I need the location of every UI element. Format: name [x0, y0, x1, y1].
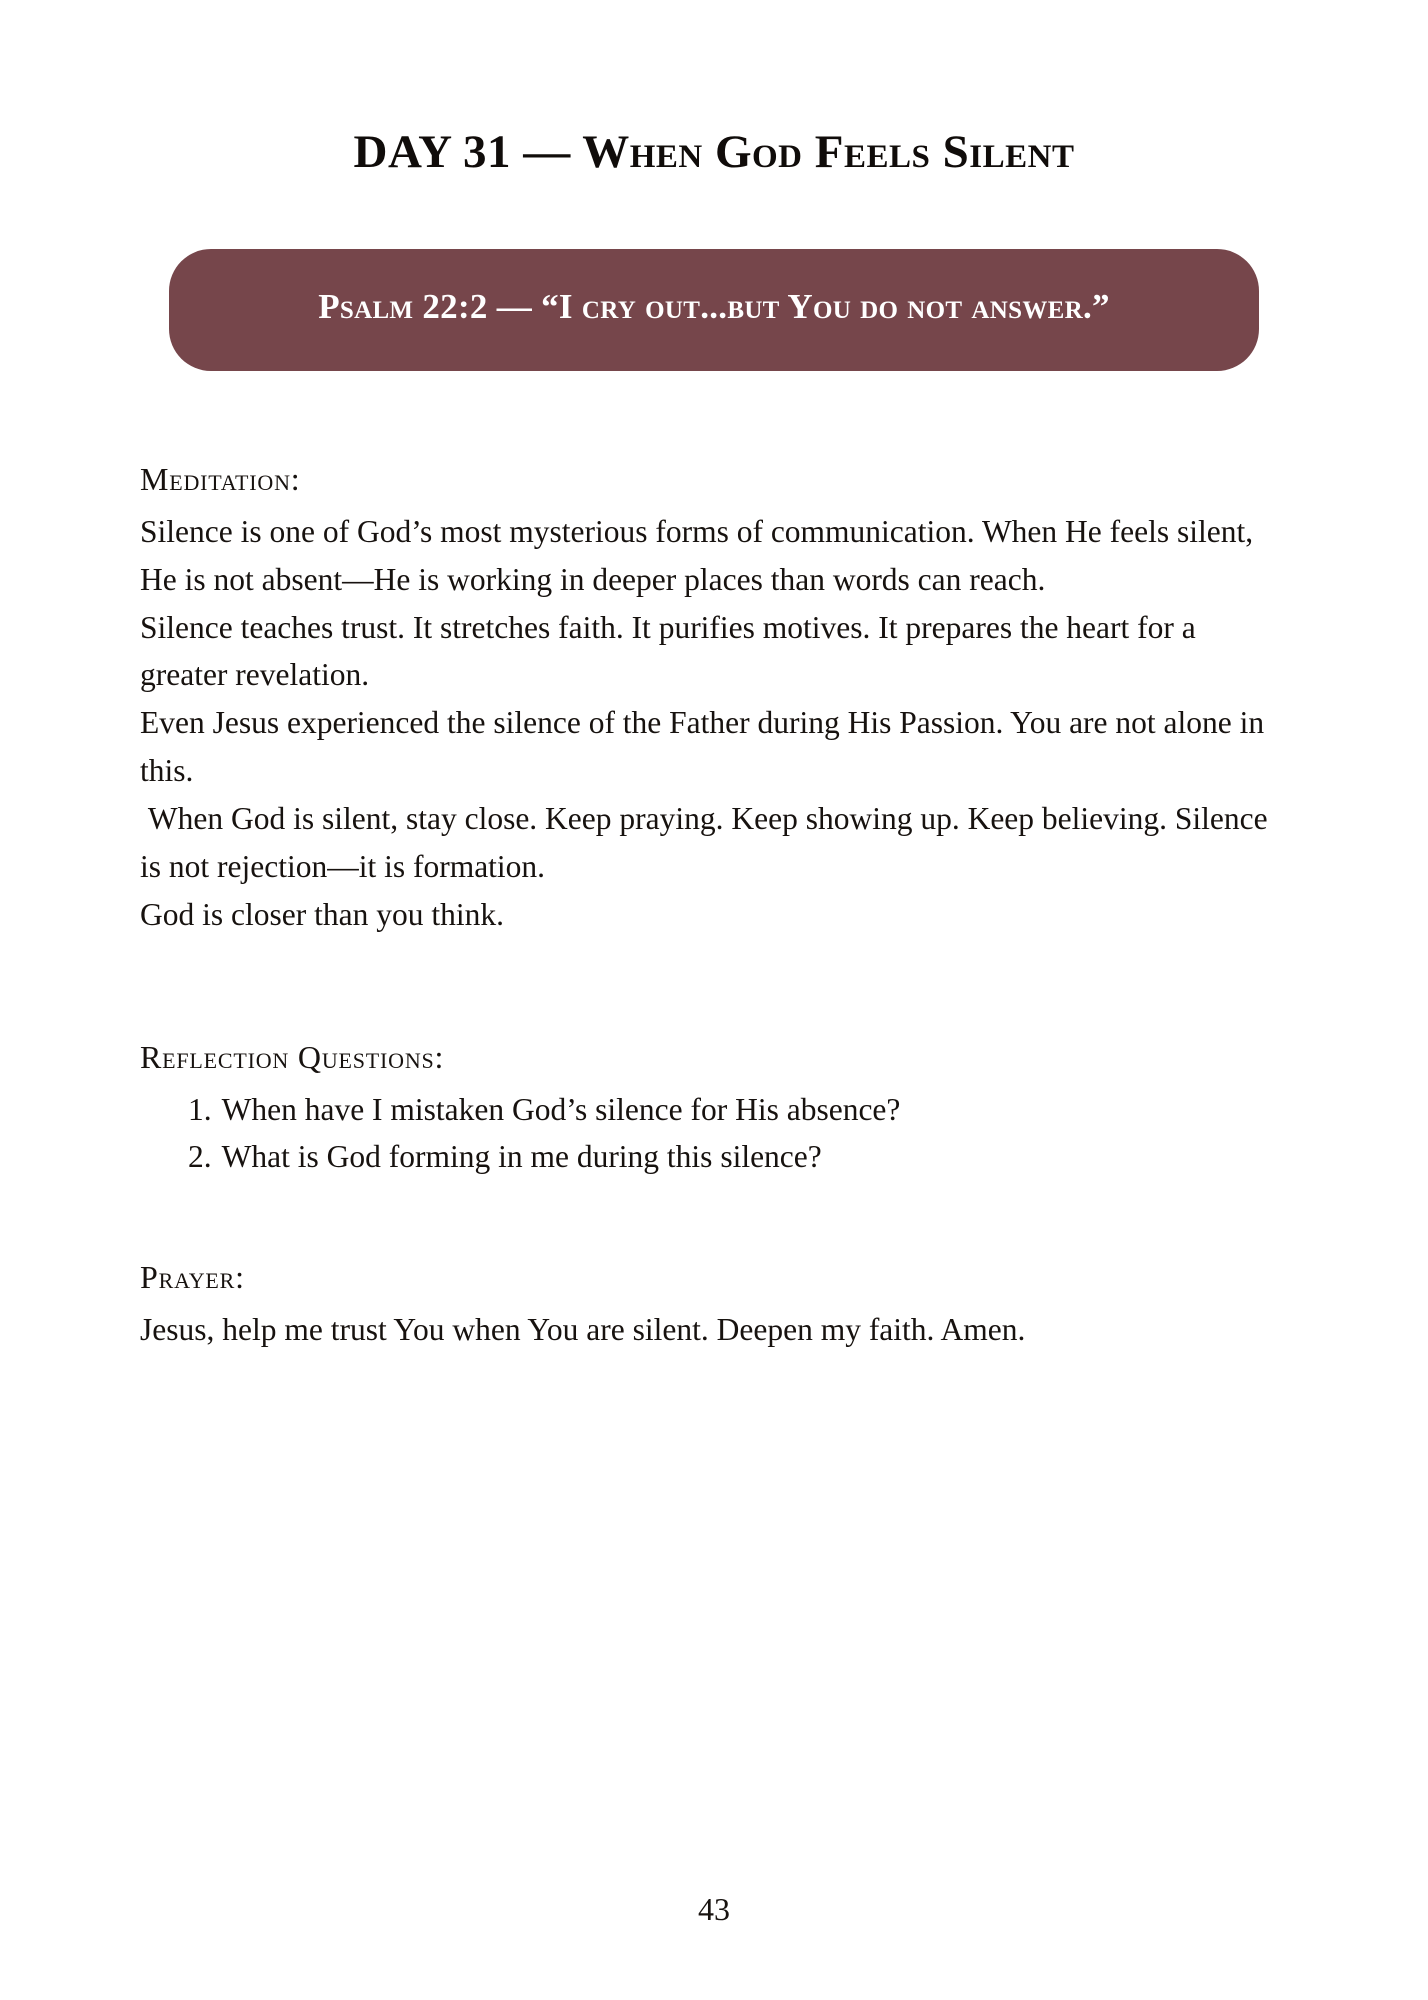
reflection-questions-section — [140, 1035, 1288, 1182]
section-spacer — [140, 939, 1288, 1035]
meditation-paragraph: Even Jesus experienced the silence of the Father during His Passion. You are not alone in this. — [140, 705, 1273, 789]
meditation-paragraph: Silence is one of God’s most mysterious forms of communication. When He feels silent, He is not absent—He is working in deeper places than words can reach. — [140, 513, 1261, 597]
reflection-questions-list — [140, 1086, 1288, 1182]
list-item — [140, 1086, 1288, 1134]
meditation-section — [140, 457, 1288, 939]
verse-callout-box — [169, 249, 1259, 371]
meditation-paragraph: When God is silent, stay close. Keep praying. Keep showing up. Keep believing. Silence is not rejection—it is formation. — [140, 801, 1276, 884]
section-spacer — [140, 1181, 1288, 1255]
list-item — [140, 1133, 1288, 1181]
meditation-paragraph: God is closer than you think. — [140, 896, 504, 932]
prayer-section — [140, 1255, 1288, 1354]
prayer-text: Jesus, help me trust You when You are silent. Deepen my faith. Amen. — [140, 1312, 1026, 1348]
verse-reference-text: Psalm 22:2 — “I cry out...but You do not answer.” — [318, 287, 1110, 327]
meditation-paragraph: Silence teaches trust. It stretches faith. It purifies motives. It prepares the heart for a greater revelation. — [140, 609, 1204, 693]
page-content — [140, 457, 1288, 1354]
prayer-heading: Prayer: — [140, 1259, 245, 1296]
question-text: What is God forming in me during this silence? — [221, 1139, 822, 1175]
verse-callout-wrapper — [140, 249, 1288, 371]
question-text: When have I mistaken God’s silence for His absence? — [221, 1091, 901, 1127]
question-number: 1. — [188, 1091, 212, 1127]
page-title: DAY 31 — When God Feels Silent — [353, 126, 1075, 178]
reflection-questions-heading: Reflection Questions: — [140, 1038, 445, 1075]
page-number: 43 — [698, 1891, 730, 1927]
question-number: 2. — [188, 1139, 212, 1175]
meditation-heading: Meditation: — [140, 461, 301, 498]
